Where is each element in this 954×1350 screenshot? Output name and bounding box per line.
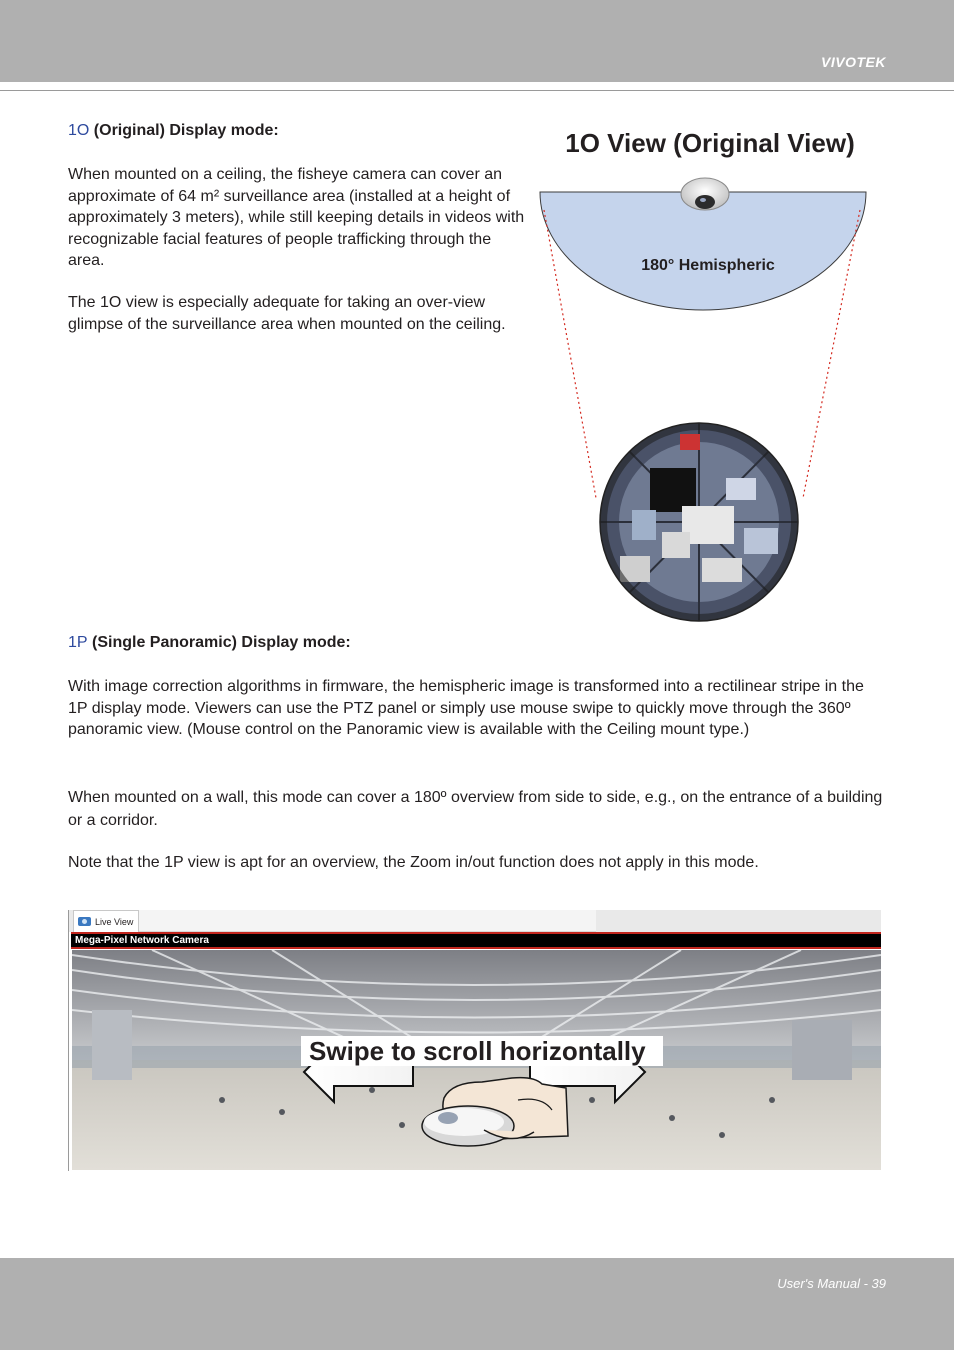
footer-bar <box>0 1258 954 1350</box>
section-1p-code: 1P <box>68 634 88 651</box>
camera-icon <box>78 917 91 926</box>
section-1p-para3: Note that the 1P view is apt for an overview, the Zoom in/out function does not apply in this mode. <box>68 854 759 871</box>
tab-area <box>139 910 596 932</box>
header-rule <box>0 90 954 91</box>
section-1o-code: 1O <box>68 122 90 139</box>
section-1o-heading <box>68 122 279 140</box>
fisheye-camera-icon <box>681 178 729 210</box>
fisheye-figure <box>530 160 880 630</box>
section-1p-heading <box>68 634 351 652</box>
tab-live-view-label: Live View <box>95 916 134 927</box>
section-1p-para1: With image correction algorithms in firmware, the hemispheric image is transformed into a rectilinear stripe in the 1P display mode. Viewers can use the PTZ panel or simply use mouse swipe to quickly move through the 360º panoramic view. (Mouse control on the Panoramic view is available with the Ceiling mount type.) <box>68 678 864 738</box>
brand-name: VIVOTEK <box>821 54 886 70</box>
panoramic-viewport[interactable] <box>72 950 881 1170</box>
header-bar <box>0 0 954 82</box>
figure-1o-title: 1O View (Original View) <box>565 128 855 158</box>
page-number: User's Manual - 39 <box>777 1276 886 1291</box>
section-1p-para2: When mounted on a wall, this mode can cover a 180º overview from side to side, e.g., on the entrance of a building or a corridor. <box>68 789 883 829</box>
live-view-window <box>68 910 881 1171</box>
section-1o-para1: When mounted on a ceiling, the fisheye camera can cover an approximate of 64 m² surveillance area (installed at a height of approximately 3 meters), while still keeping details in videos with recognizable facial features of people trafficking through the area. <box>68 166 525 269</box>
swipe-instruction: Swipe to scroll horizontally <box>301 1036 663 1066</box>
tab-live-view[interactable] <box>73 910 139 932</box>
section-1o-para2: The 1O view is especially adequate for taking an over-view glimpse of the surveillance area when mounted on the ceiling. <box>68 294 506 333</box>
section-1o-title: (Original) Display mode: <box>89 122 279 139</box>
section-1p-title: (Single Panoramic) Display mode: <box>87 634 351 651</box>
hemisphere-label: 180° Hemispheric <box>641 257 775 274</box>
camera-title-bar: Mega-Pixel Network Camera <box>71 932 881 949</box>
